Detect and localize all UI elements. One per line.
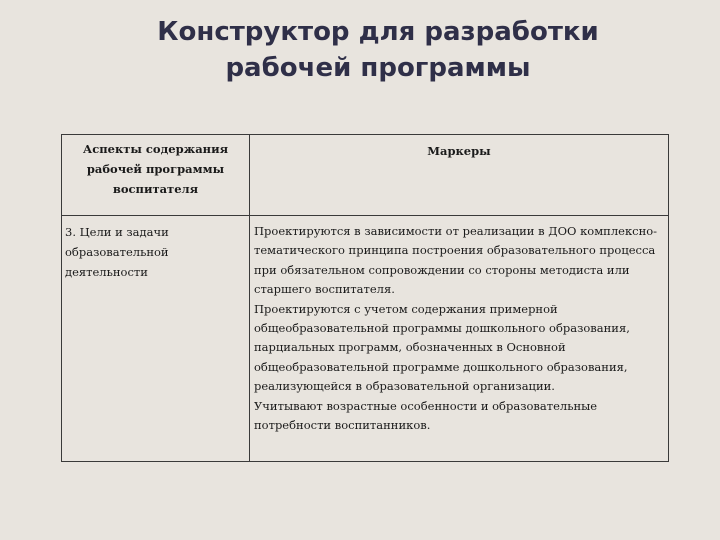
constructor-table (61, 134, 669, 462)
aspect-cell: 3. Цели и задачи образовательной деятельности (62, 216, 250, 462)
marker-paragraph-2: Проектируются с учетом содержания примерной общеобразовательной программы дошкольного образования, парциальных программ, обозначенных в Основной общеобразовательной программе дошкольного образования, реализующейся в образовательной организации. (254, 301, 630, 394)
slide-title (0, 14, 720, 86)
table-row (62, 216, 669, 462)
header-aspects: Аспекты содержания рабочей программы воспитателя (62, 135, 250, 216)
slide-title-line-2: рабочей программы (225, 53, 531, 83)
table-header-row (62, 135, 669, 216)
header-markers: Маркеры (250, 135, 669, 216)
slide-title-line-1: Конструктор для разработки (157, 17, 599, 47)
marker-paragraph-3: Учитывают возрастные особенности и образовательные потребности воспитанников. (254, 398, 598, 433)
markers-cell (250, 216, 669, 462)
marker-paragraph-1: Проектируются в зависимости от реализации в ДОО комплексно-тематического принципа построения образовательного процесса при обязательном сопровождении со стороны методиста или старшего воспитателя. (254, 224, 658, 297)
